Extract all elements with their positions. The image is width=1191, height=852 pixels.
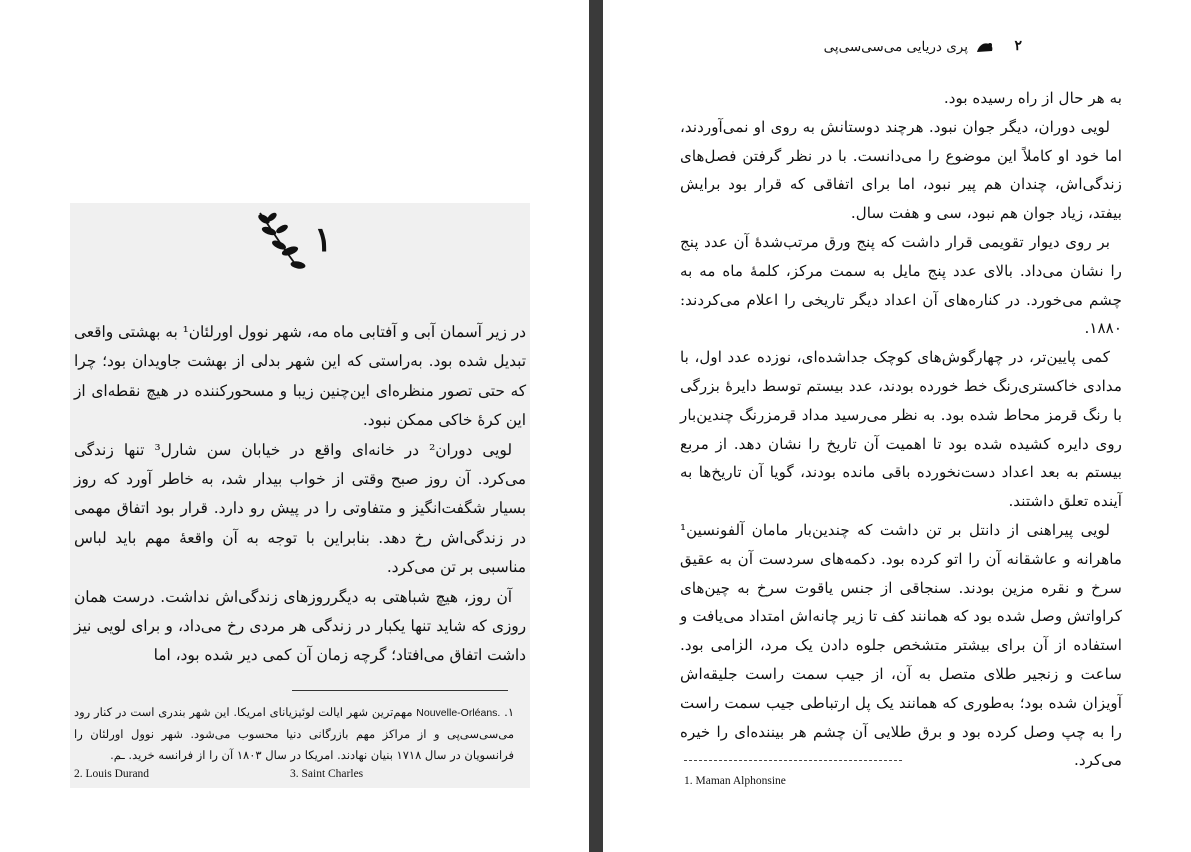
- header-ornament-icon: [976, 41, 994, 53]
- left-page-body: [74, 318, 526, 671]
- leaf-branch-icon: [257, 212, 305, 269]
- page-gutter-divider: [589, 0, 603, 852]
- left-paragraph-3: آن روز، هیچ شباهتی به دیگرروزهای زندگی‌اش نداشت. درست همان روزی که شاید تنها یکبار در زندگی هر مردی رخ می‌داد، و برای لویی نیز داشت اتفاق می‌افتاد؛ گرچه زمان آن کمی دیر شده بود، اما: [74, 587, 526, 665]
- running-header-title: پری دریایی می‌سی‌سی‌پی: [823, 39, 968, 55]
- right-paragraph-2: لویی دوران، دیگر جوان نبود. هرچند دوستانش به روی او نمی‌آوردند، اما خود او کاملاً این موضوع را می‌دانست. با در نظر گرفتن فصل‌های زندگی‌اش، چندان هم پیر نبود، اما برای اتفاقی که قرار بود برایش بیفتد، زیاد جوان هم نبود، سی و هفت سال.: [680, 117, 1122, 223]
- footnote-2: 2. Louis Durand: [74, 768, 150, 780]
- right-paragraph-5: لویی پیراهنی از دانتل بر تن داشت که چندین‌بار مامان آلفونسین¹ ماهرانه و عاشقانه آن را اتو کرده بود. دکمه‌های سردست آن به عقیق سرخ و نقره مزین بودند. سنجاقی از جنس یاقوت سرخ به چین‌های کراواتش وصل شده بود که همانند کف تا زیر چانه‌اش امتداد می‌یافت و استفاده از آن برای بیشتر متشخص جلوه دادن یک مرد، الزامی بود. ساعت و زنجیر طلای متصل به آن، از جیب سمت راست جلیقه‌اش آویزان شده بود؛ به‌طوری که همانند یک پل ارتباطی جیب سمت راست را به چپ وصل کرده بود و برق طلایی آن چشم هر بیننده‌ای را خیره می‌کرد.: [680, 520, 1122, 770]
- left-paragraph-2: لویی دوران² در خانه‌ای واقع در خیابان سن شارل³ تنها زندگی می‌کرد. آن روز صبح وقتی از خواب بیدار شد، به خاطر آورد که روز بسیار شگفت‌انگیز و متفاوتی را در پیش رو دارد. قرار بود اتفاق مهمی در زندگی‌اش رخ دهد. بنابراین با توجه به آن واقعهٔ مهم باید لباس مناسبی بر تن می‌کرد.: [74, 440, 526, 577]
- left-footnote-1: [74, 702, 514, 766]
- footnote-1-number: ۱.: [500, 705, 514, 719]
- footnote-1-text: مهم‌ترین شهر ایالت لوئیزیانای امریکا. این شهر بندری است در کنار رود می‌سی‌سی‌پی و از مراکز مهم بازرگانی دنیا محسوب می‌شود. شهر نوول اورلئان را فرانسویان در سال ۱۷۱۸ بنیان نهادند. امریکا در سال ۱۸۰۳ آن را از فرانسه خرید. ـم.: [74, 705, 514, 762]
- right-page-body: [680, 84, 1122, 775]
- footnote-1-latin-term: Nouvelle-Orléans.: [416, 707, 501, 719]
- right-footnote-rule: [684, 760, 902, 761]
- right-paragraph-4: کمی پایین‌تر، در چهارگوش‌های کوچک جداشده‌ای، نوزده عدد اول، با مدادی خاکستری‌رنگ خط خورده بودند، عدد بیستم توسط دایرهٔ بزرگی با رنگ قرمز محاط شده بود. به نظر می‌رسید مداد قرمزرنگ چندین‌بار روی دایره کشیده شده بود تا اهمیت آن تاریخ را نشان دهد. از مربع بیستم به بعد اعداد دست‌نخورده باقی مانده بودند، گویا آن تاریخ‌ها به آینده تعلق داشتند.: [680, 348, 1122, 511]
- right-paragraph-1: به هر حال از راه رسیده بود.: [943, 89, 1122, 107]
- running-header: [800, 36, 1022, 62]
- chapter-ornament: [252, 207, 332, 273]
- left-paragraph-1: در زیر آسمان آبی و آفتابی ماه مه، شهر نوول اورلئان¹ به بهشتی واقعی تبدیل شده بود. به‌راستی که این شهر بدلی از بهشت جاویدان بود؛ چرا که حتی تصور منظره‌ای این‌چنین زیبا و مسحورکننده در هیچ نقطه‌ای از این کرهٔ خاکی ممکن نبود.: [74, 323, 526, 430]
- page-number: ۲: [1014, 38, 1022, 54]
- right-paragraph-3: بر روی دیوار تقویمی قرار داشت که پنج ورق مرتب‌شدهٔ آن عدد پنج را نشان می‌داد. بالای عدد پنج مایل به سمت مرکز، کلمهٔ ماه مه به چشم می‌خورد. در کناره‌های آن اعداد دیگر تاریخی را اعلام می‌کردند: ۱۸۸۰.: [680, 232, 1122, 338]
- chapter-number: ۱: [314, 220, 332, 260]
- footnote-3: 3. Saint Charles: [290, 768, 364, 780]
- right-footnote-1: 1. Maman Alphonsine: [684, 775, 786, 787]
- left-footnote-rule: [292, 690, 508, 691]
